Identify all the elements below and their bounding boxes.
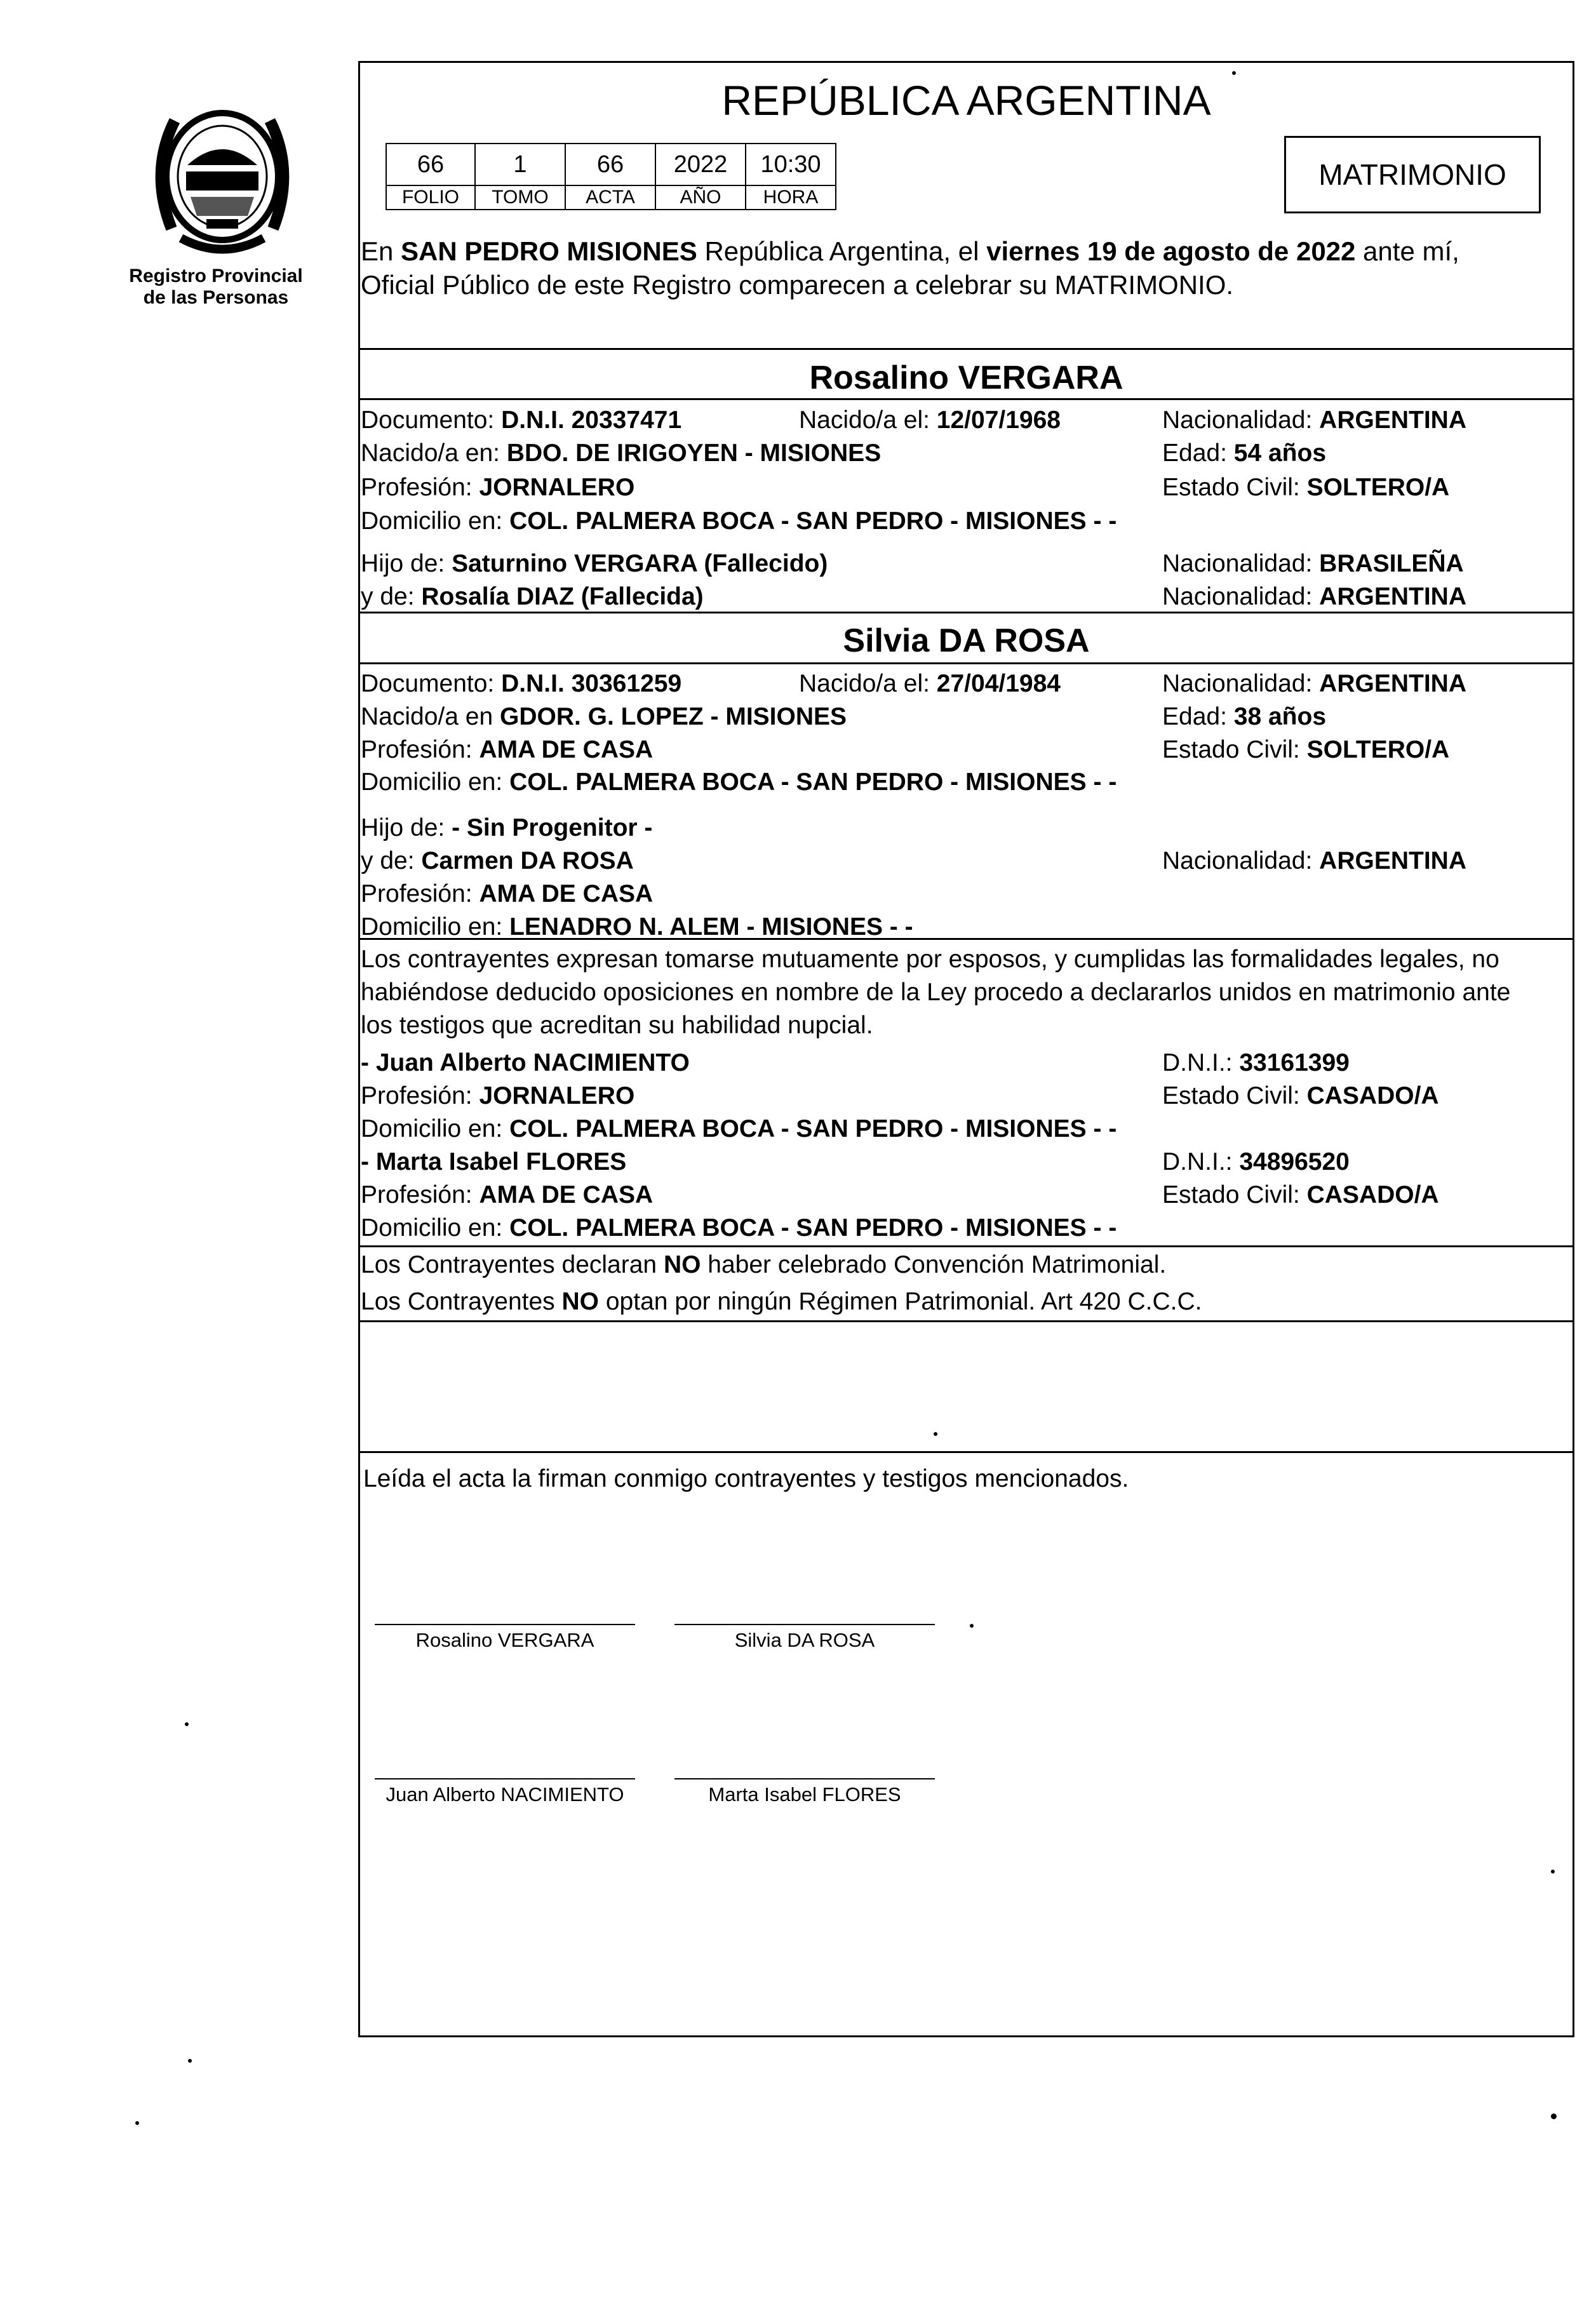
spouse1-mother-nationality [1162,582,1466,612]
scan-speck [934,1432,937,1436]
label: Profesión: [361,474,479,501]
label: Nacionalidad: [1162,670,1320,697]
value: Rosalía DIAZ (Fallecida) [421,583,704,610]
spouse2-civil-status [1162,735,1449,765]
value: AMA DE CASA [479,880,654,908]
seal-caption-line-2: de las Personas [143,287,289,308]
declaration-line-2: habiéndose deducido oposiciones en nombre de la Ley procedo a declararlos unidos en matrimonio ante [361,979,1511,1006]
spouse1-mother [361,582,704,612]
value: 12/07/1968 [936,406,1061,434]
value: CASADO/A [1306,1181,1439,1209]
value: JORNALERO [479,1082,635,1109]
label: Nacionalidad: [1162,583,1320,610]
label: Nacido/a el: [799,406,937,434]
value: 38 años [1233,703,1327,730]
witness2-dni [1162,1147,1350,1177]
value: 34896520 [1239,1148,1350,1176]
intro-line-2: Oficial Público de este Registro comparecen a celebrar su MATRIMONIO. [361,270,1234,300]
signature-silvia-da-rosa: Silvia DA ROSA [734,1629,875,1651]
label: Nacionalidad: [1162,847,1320,874]
spouse2-name: Silvia DA ROSA [843,622,1090,659]
value: D.N.I. 20337471 [501,406,682,434]
label: Profesión: [361,880,479,908]
emphasis: NO [663,1251,701,1278]
tomo-label: TOMO [475,185,565,210]
value: CASADO/A [1306,1082,1439,1109]
seal-caption-line-1: Registro Provincial [129,265,303,286]
text: Los Contrayentes declaran [361,1251,664,1278]
text: optan por ningún Régimen Patrimonial. Art 420 C.C.C. [599,1288,1202,1315]
value: SOLTERO/A [1306,736,1450,763]
value: ARGENTINA [1319,847,1467,874]
label: Estado Civil: [1162,1082,1307,1109]
spouse2-mother-nationality [1162,846,1466,876]
label: Domicilio en: [361,1115,510,1142]
acta-label: ACTA [565,185,655,210]
value: D.N.I. 30361259 [501,670,682,697]
value: ARGENTINA [1319,583,1467,610]
signature-marta-isabel-flores: Marta Isabel FLORES [708,1783,901,1805]
signature-line [375,1778,635,1779]
convention-line-1 [361,1250,1166,1280]
scan-speck [185,1722,189,1726]
tomo-value: 1 [475,144,565,185]
witness1-dni [1162,1048,1350,1078]
witness1-name: - Juan Alberto NACIMIENTO [361,1049,690,1076]
scan-speck [1551,2114,1557,2119]
spouse1-name: Rosalino VERGARA [809,359,1123,396]
text: haber celebrado Convención Matrimonial. [701,1251,1167,1278]
ceremony-date: viernes 19 de agosto de 2022 [986,236,1356,266]
label: Edad: [1162,439,1234,467]
value: BDO. DE IRIGOYEN - MISIONES [506,439,882,467]
signature-line [674,1778,935,1779]
label: Domicilio en: [361,768,510,796]
value: JORNALERO [479,474,635,501]
label: Edad: [1162,703,1234,730]
label: Profesión: [361,1181,479,1209]
witness1-civil-status [1162,1081,1439,1111]
spouse1-birthplace [361,438,881,469]
spouse1-civil-status [1162,472,1449,503]
label: Domicilio en: [361,507,510,535]
witness2-civil-status [1162,1180,1439,1210]
spouse2-father [361,813,652,843]
value: COL. PALMERA BOCA - SAN PEDRO - MISIONES - - [509,507,1117,535]
label: Nacido/a en [361,703,500,730]
spouse2-document [361,669,681,699]
value: - Sin Progenitor - [452,814,653,841]
label: Domicilio en: [361,1214,510,1242]
registry-grid [386,143,836,210]
divider-header [358,348,1574,350]
label: y de: [361,583,422,610]
spouse2-mother [361,846,634,876]
label: y de: [361,847,422,874]
value: Carmen DA ROSA [421,847,634,874]
divider-witnesses-end [358,1245,1574,1247]
label: Profesión: [361,736,479,763]
value: COL. PALMERA BOCA - SAN PEDRO - MISIONES - - [509,1214,1117,1242]
label: Nacido/a el: [799,670,937,697]
value: SOLTERO/A [1306,474,1450,501]
folio-value: 66 [386,144,475,185]
spouse2-nationality [1162,669,1466,699]
intro-text: República Argentina, el [697,236,987,266]
scan-speck [188,2059,192,2063]
spouse1-father [361,549,828,579]
folio-label: FOLIO [386,185,475,210]
label: Nacionalidad: [1162,406,1320,434]
value: AMA DE CASA [479,736,654,763]
intro-text: En [361,236,401,266]
scan-speck [1551,1870,1555,1873]
scan-speck [1232,71,1236,75]
witness2-profession [361,1180,653,1210]
closing-statement: Leída el acta la firman conmigo contrayentes y testigos mencionados. [363,1465,1129,1492]
anio-label: AÑO [655,185,746,210]
label: D.N.I.: [1162,1049,1240,1076]
signature-juan-alberto-nacimiento: Juan Alberto NACIMIENTO [386,1783,624,1805]
record-type-box: MATRIMONIO [1284,136,1541,213]
spouse1-address [361,506,1117,537]
label: Estado Civil: [1162,1181,1307,1209]
signature-rosalino-vergara: Rosalino VERGARA [415,1629,594,1651]
label: Profesión: [361,1082,479,1109]
spouse2-birthdate [799,669,1061,699]
label: Documento: [361,670,502,697]
spouse1-father-nationality [1162,549,1464,579]
value: COL. PALMERA BOCA - SAN PEDRO - MISIONES - - [509,768,1117,796]
document-title: REPÚBLICA ARGENTINA [721,77,1211,124]
text: Los Contrayentes [361,1288,562,1315]
value: GDOR. G. LOPEZ - MISIONES [499,703,847,730]
divider-spouse2-name [358,662,1574,664]
label: Documento: [361,406,502,434]
provincial-seal [137,95,308,260]
value: LENADRO N. ALEM - MISIONES - - [509,913,913,941]
intro-line-1 [361,236,1459,267]
value: ARGENTINA [1319,670,1467,697]
signature-line [674,1624,935,1625]
spouse1-birthdate [799,405,1061,436]
value: Saturnino VERGARA (Fallecido) [452,550,828,577]
witness2-name: - Marta Isabel FLORES [361,1148,627,1176]
witness1-profession [361,1081,634,1111]
label: D.N.I.: [1162,1148,1240,1176]
label: Nacionalidad: [1162,550,1320,577]
spouse1-nationality [1162,405,1466,436]
value: BRASILEÑA [1319,550,1464,577]
spouse2-profession [361,735,653,765]
intro-text: ante mí, [1355,236,1459,266]
ceremony-place: SAN PEDRO MISIONES [401,236,697,266]
value: 33161399 [1239,1049,1350,1076]
spouse2-address [361,767,1117,798]
divider-convention-end [358,1320,1574,1322]
anio-value: 2022 [655,144,746,185]
divider-notes-end [358,1451,1574,1453]
scan-speck [970,1624,974,1628]
hora-label: HORA [746,185,836,210]
convention-line-2 [361,1287,1202,1317]
scan-speck [135,2121,139,2125]
label: Nacido/a en: [361,439,507,467]
value: 27/04/1984 [936,670,1061,697]
declaration-line-1: Los contrayentes expresan tomarse mutuamente por esposos, y cumplidas las formalidades legales, no [361,946,1499,973]
spouse1-age [1162,438,1326,469]
signature-line [375,1624,635,1625]
spouse1-profession [361,472,634,503]
value: COL. PALMERA BOCA - SAN PEDRO - MISIONES - - [509,1115,1117,1142]
label: Estado Civil: [1162,736,1307,763]
label: Hijo de: [361,814,452,841]
value: AMA DE CASA [479,1181,654,1209]
witness2-address [361,1213,1117,1243]
value: ARGENTINA [1319,406,1467,434]
spouse2-mother-profession [361,879,653,909]
hora-value: 10:30 [746,144,836,185]
label: Domicilio en: [361,913,510,941]
spouse1-document [361,405,681,436]
label: Estado Civil: [1162,474,1307,501]
emphasis: NO [561,1288,600,1315]
spouse2-age [1162,702,1326,732]
acta-value: 66 [565,144,655,185]
witness1-address [361,1114,1117,1144]
declaration-line-3: los testigos que acreditan su habilidad nupcial. [361,1012,873,1039]
spouse2-birthplace [361,702,847,732]
label: Hijo de: [361,550,452,577]
spouse2-mother-address [361,912,913,942]
value: 54 años [1233,439,1327,467]
